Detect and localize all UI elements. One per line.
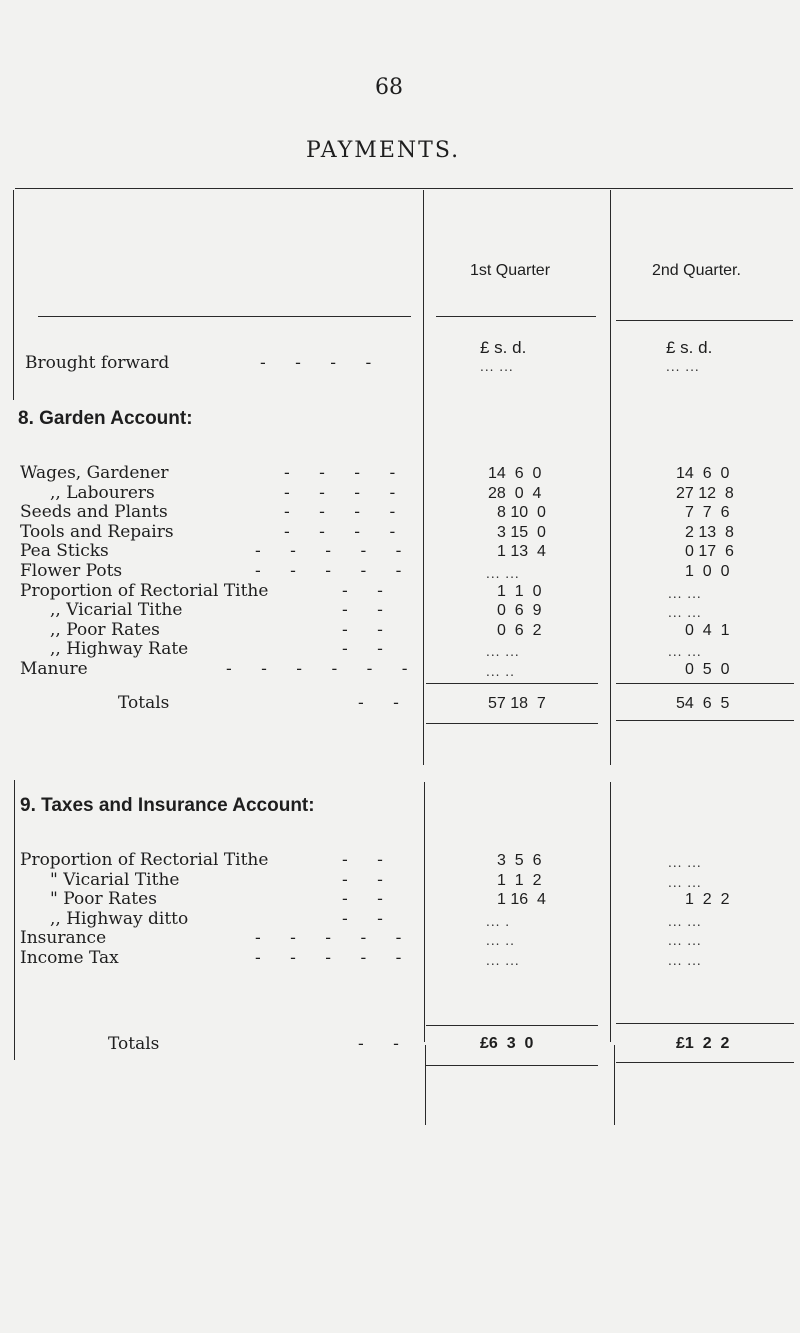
rule-tax-total-bottom-col2 (616, 1062, 794, 1063)
row-value-q2: ... ... (668, 953, 702, 968)
section-heading-garden: 8. Garden Account: (18, 408, 193, 429)
row-label: ,, Highway Rate (50, 639, 189, 660)
row-label: ,, Poor Rates (50, 619, 160, 640)
totals-leader: - - (358, 693, 411, 713)
row-value-q1: 3 5 6 (497, 852, 542, 869)
row-leader: - - - - (260, 353, 384, 373)
row-value-q2: ... ... (668, 856, 702, 870)
rule-garden-total-col2 (616, 683, 794, 684)
row-value-q2: ... ... (666, 360, 700, 374)
row-leader: - - - - (284, 502, 408, 523)
row-value-q2: 7 7 6 (685, 504, 730, 522)
row-value-q2: ... ... (668, 606, 702, 621)
totals-value-q1: £6 3 0 (480, 1035, 534, 1052)
row-leader: - - - - - (255, 928, 414, 948)
row-leader: - - - - (284, 521, 408, 542)
row-label: Insurance (20, 928, 107, 948)
row-leader: - - (342, 619, 395, 640)
rule-top (15, 188, 793, 189)
row-label: Proportion of Rectorial Tithe (20, 850, 269, 870)
row-value-q1: 28 0 4 (488, 484, 542, 502)
row-label: Flower Pots (20, 561, 123, 581)
row-leader: - - - - (284, 463, 408, 483)
row-label: ,, Vicarial Tithe (50, 600, 183, 621)
row-leader: - - (342, 889, 395, 909)
row-leader: - - (342, 850, 395, 870)
totals-value-q2: £1 2 2 (676, 1035, 730, 1052)
rule-col1 (423, 190, 424, 765)
row-value-q1: ... ... (486, 953, 520, 968)
row-leader: - - - - (284, 482, 408, 503)
row-label: Pea Sticks (20, 541, 109, 562)
row-leader: - - - - - - (226, 659, 420, 679)
row-value-q2: ... ... (668, 586, 702, 601)
row-leader: - - - - - (255, 947, 414, 968)
row-label: ,, Labourers (50, 482, 155, 503)
row-value-q2: ... ... (668, 914, 702, 929)
rule-col2 (610, 190, 611, 765)
row-value-q2: 0 17 6 (685, 543, 734, 561)
row-value-q2: 0 4 1 (685, 621, 730, 639)
row-leader: - - (342, 639, 395, 660)
rule-header-col1 (436, 316, 596, 317)
rule-left (13, 190, 14, 400)
row-leader: - - (342, 580, 395, 601)
rule-tax-total-col2 (616, 1023, 794, 1024)
row-value-q1: 1 13 4 (497, 543, 546, 561)
row-label: " Poor Rates (50, 889, 157, 909)
row-value-q1: ... .. (486, 665, 515, 679)
row-value-q2: 0 5 0 (685, 661, 730, 678)
row-label: Wages, Gardener (20, 463, 169, 483)
row-label: Seeds and Plants (20, 502, 168, 523)
rule-left-lower (14, 780, 15, 1060)
row-value-q1: 8 10 0 (497, 504, 546, 522)
row-leader: - - (342, 908, 395, 929)
row-leader: - - - - - (255, 561, 414, 581)
currency-heading-q2: £ s. d. (666, 338, 713, 357)
row-value-q2: 2 13 8 (685, 523, 734, 541)
row-value-q1: ... ... (486, 645, 520, 660)
row-value-q2: 1 0 0 (685, 563, 730, 580)
currency-heading-q1: £ s. d. (480, 338, 527, 357)
rule-col2-bottom (614, 1045, 615, 1125)
row-value-q1: 1 1 0 (497, 582, 542, 600)
row-label: Income Tax (20, 947, 119, 968)
page-title: PAYMENTS. (306, 138, 461, 163)
rule-col1-lower (424, 782, 425, 1042)
row-label: " Vicarial Tithe (50, 869, 180, 890)
row-label: Manure (20, 659, 88, 679)
row-value-q1: 1 1 2 (497, 871, 542, 889)
rule-col2-lower (610, 782, 611, 1042)
rule-tax-total-col1 (426, 1025, 598, 1026)
section-heading-taxes: 9. Taxes and Insurance Account: (20, 795, 315, 816)
row-label: Brought forward (25, 353, 170, 373)
rule-header (38, 316, 411, 317)
row-label: Tools and Repairs (20, 521, 174, 542)
row-value-q1: 1 16 4 (497, 891, 546, 908)
totals-leader: - - (358, 1034, 411, 1054)
rule-garden-total-col1 (426, 683, 598, 684)
row-value-q1: 14 6 0 (488, 465, 542, 482)
rule-col1-bottom (425, 1045, 426, 1125)
row-value-q2: ... ... (668, 934, 702, 948)
rule-header-col2 (616, 320, 793, 321)
rule-garden-total-bottom-col2 (616, 720, 794, 721)
column-header-q2: 2nd Quarter. (652, 262, 741, 279)
row-value-q2: 27 12 8 (676, 484, 734, 502)
totals-value-q1: 57 18 7 (488, 695, 546, 712)
row-label: ,, Highway ditto (50, 908, 189, 929)
row-value-q2: 1 2 2 (685, 891, 730, 908)
row-leader: - - (342, 869, 395, 890)
rule-tax-total-bottom-col1 (426, 1065, 598, 1066)
totals-label: Totals (118, 693, 170, 713)
page-number: 68 (375, 75, 403, 100)
row-value-q1: 0 6 2 (497, 621, 542, 639)
row-value-q1: ... .. (486, 934, 515, 948)
row-value-q1: ... ... (486, 567, 520, 581)
row-value-q1: 3 15 0 (497, 523, 546, 541)
row-value-q1: ... . (486, 914, 511, 929)
row-value-q2: ... ... (668, 645, 702, 660)
totals-value-q2: 54 6 5 (676, 695, 730, 712)
row-leader: - - (342, 600, 395, 621)
row-leader: - - - - - (255, 541, 414, 562)
totals-label: Totals (108, 1034, 160, 1054)
row-label: Proportion of Rectorial Tithe (20, 580, 269, 601)
row-value-q2: 14 6 0 (676, 465, 730, 482)
column-header-q1: 1st Quarter (470, 262, 551, 279)
row-value-q1: ... ... (480, 360, 514, 374)
row-value-q2: ... ... (668, 875, 702, 890)
rule-garden-total-bottom-col1 (426, 723, 598, 724)
row-value-q1: 0 6 9 (497, 602, 542, 620)
